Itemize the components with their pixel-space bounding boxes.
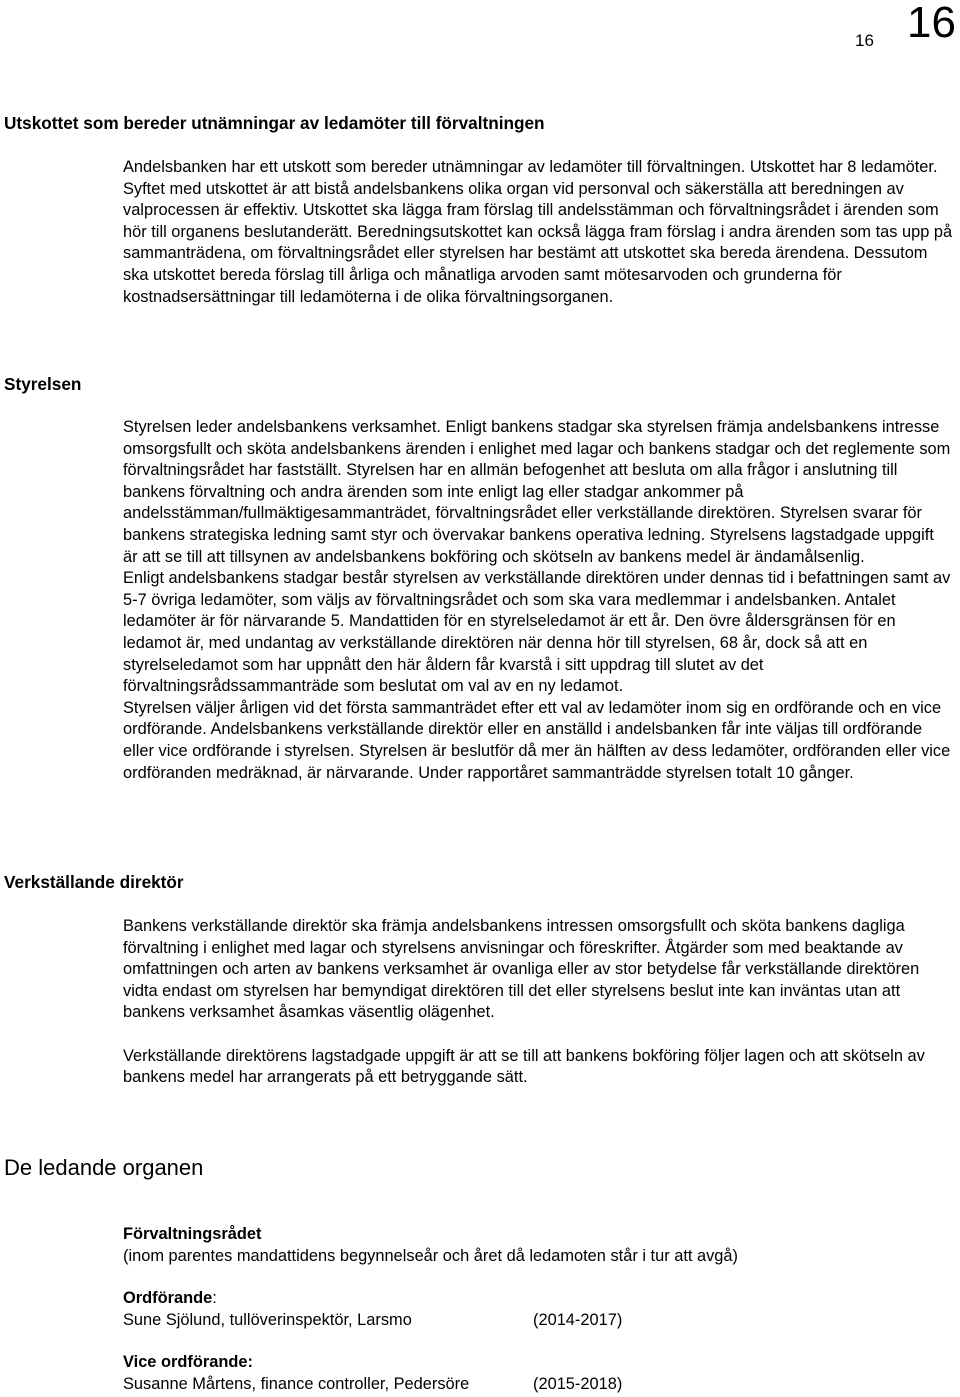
board-paragraph-3: Styrelsen väljer årligen vid det första sammanträdet efter ett val av ledamöter inom sig en ordförande och en vice ordförande. Andelsbankens verkställande direktör eller en anställd i andelsbanken får inte väljas till ordförande eller vice ordförande i styrelsen. Styrelsen är beslutför då mer än hälften av dess ledamöter, ordföranden eller vice ordföranden medräknad, är närvarande. Under rapportåret sammanträdde styrelsen totalt 10 gånger.	[123, 698, 951, 782]
committee-text	[123, 157, 953, 308]
chair-label: Ordförande	[123, 1289, 213, 1307]
ceo-heading: Verkställande direktör	[4, 872, 184, 892]
ceo-paragraph-2: Verkställande direktörens lagstadgade uppgift är att se till att bankens bokföring följer lagen och att skötseln av bankens medel har arrangerats på ett betryggande sätt.	[123, 1046, 925, 1087]
council-section	[123, 1224, 953, 1267]
committee-heading: Utskottet som bereder utnämningar av ledamöter till förvaltningen	[4, 113, 545, 133]
committee-paragraph: Andelsbanken har ett utskott som bereder utnämningar av ledamöter till förvaltningen. Utskottet har 8 ledamöter. Syftet med utskottet är att bistå andelsbankens olika organ vid personval och säkerställa att beredningen av valprocessen är effektiv. Utskottet ska lägga fram förslag till andelsstämman och förvaltningsrådet i ärenden som hör till organens beslutanderätt. Beredningsutskottet kan också lägga fram förslag i andra ärenden som tas upp på sammanträdena, om förvaltningsrådet eller styrelsen har bestämt att utskottet ska bereda ärendena. Dessutom ska utskottet bereda förslag till årliga och månatliga arvoden samt mötesarvoden och grunderna för kostnadsersättningar till ledamöterna i de olika förvaltningsorganen.	[123, 158, 953, 306]
chair-colon: :	[212, 1289, 217, 1307]
ceo-text	[123, 916, 953, 1089]
board-paragraph-2: Enligt andelsbankens stadgar består styrelsen av verkställande direktören under dennas tid i befattningen samt av 5-7 övriga ledamöter, som väljs av förvaltningsrådet och som ska vara medlemmar i andelsbanken. Antalet ledamöter är för närvarande 5. Mandattiden för en styrelseledamot är ett år. Den övre åldersgränsen för en ledamot är, med undantag av verkställande direktören när denna hör till styrelsen, 68 år, dock så att en styrelseledamot som har uppnått den här åldern får kvarstå i sitt uppdrag till slutet av det förvaltningsrådssammanträde som beslutat om val av en ny ledamot.	[123, 569, 951, 696]
board-text	[123, 417, 953, 784]
vice-chair-label: Vice ordförande:	[123, 1353, 253, 1371]
chair-name: Sune Sjölund, tullöverinspektör, Larsmo	[123, 1310, 412, 1329]
vice-chair-name: Susanne Mårtens, finance controller, Pedersöre	[123, 1374, 470, 1393]
organs-heading: De ledande organen	[4, 1155, 204, 1180]
vice-chair-row	[123, 1374, 953, 1396]
chair-section	[123, 1288, 953, 1332]
council-note: (inom parentes mandattidens begynnelseår och året då ledamoten står i tur att avgå)	[123, 1246, 739, 1265]
page-number-small: 16	[855, 31, 874, 50]
chair-row	[123, 1310, 953, 1332]
council-title: Förvaltningsrådet	[123, 1225, 262, 1243]
page-number-large: 16	[907, 0, 956, 47]
vice-chair-section	[123, 1352, 953, 1396]
board-heading: Styrelsen	[4, 374, 82, 394]
vice-chair-period: (2015-2018)	[533, 1374, 623, 1393]
chair-period: (2014-2017)	[533, 1310, 623, 1329]
board-paragraph-1: Styrelsen leder andelsbankens verksamhet. Enligt bankens stadgar ska styrelsen främja andelsbankens intresse omsorgsfullt och sköta andelsbankens ärenden i enlighet med lagar och bankens stadgar och det reglemente som förvaltningsrådet har fastställt. Styrelsen har en allmän befogenhet att besluta om alla frågor i anslutning till bankens förvaltning och andra ärenden som inte enligt lag eller stadgar ankommer på andelsstämman/fullmäktigesammanträdet, förvaltningsrådet eller verkställande direktören. Styrelsen svarar för bankens strategiska ledning samt styr och övervakar bankens operativa ledning. Styrelsens lagstadgade uppgift är att se till att tillsynen av andelsbankens bokföring och skötseln av bankens medel är ändamålsenlig.	[123, 418, 951, 566]
ceo-paragraph-1: Bankens verkställande direktör ska främja andelsbankens intressen omsorgsfullt och sköta bankens dagliga förvaltning i enlighet med lagar och styrelsens anvisningar och föreskrifter. Åtgärder som med beaktande av omfattningen och arten av bankens verksamhet är ovanliga eller av stor betydelse får verkställande direktören vidta endast om styrelsen har bemyndigat direktören till det eller styrelsens beslut inte kan inväntas utan att bankens verksamhet åsamkas väsentlig olägenhet.	[123, 917, 920, 1022]
